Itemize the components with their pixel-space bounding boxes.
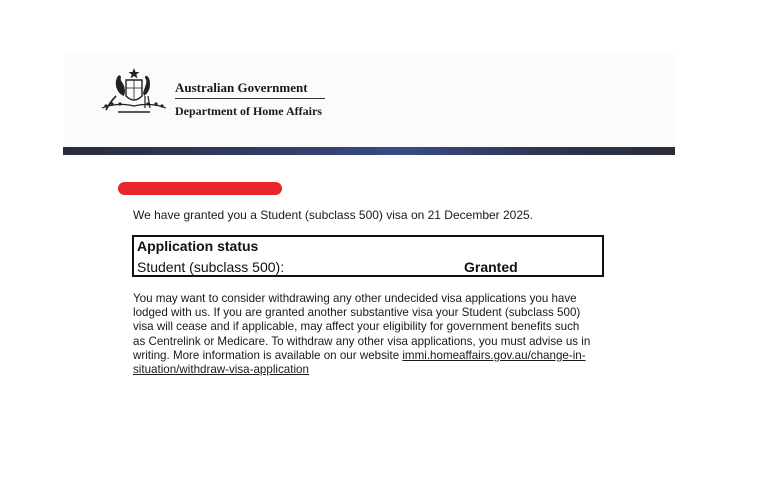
application-status-box <box>132 235 604 277</box>
status-value: Granted <box>464 259 518 275</box>
government-name: Australian Government <box>175 80 308 95</box>
withdraw-info-link[interactable]: immi.homeaffairs.gov.au/change-in-situation/withdraw-visa-application <box>133 348 586 377</box>
notice-text: You may want to consider withdrawing any other undecided visa applications you have lodged with us. If you are granted another substantive visa your Student (subclass 500) visa will cease and if applicable, may affect your eligibility for government benefits such as Centrelink or Medicare. To withdraw any other visa applications, you must advise us in writing. More information is available on our website <box>133 292 591 362</box>
department-name: Department of Home Affairs <box>175 104 322 118</box>
visa-subclass-label: Student (subclass 500): <box>137 259 285 275</box>
letterhead <box>64 54 675 148</box>
coat-of-arms-icon <box>98 66 170 118</box>
letterhead-divider <box>175 98 325 99</box>
header-band <box>63 147 675 155</box>
redacted-name-bar <box>118 182 282 195</box>
withdrawal-notice <box>133 292 593 377</box>
status-heading: Application status <box>137 238 259 254</box>
grant-sentence: We have granted you a Student (subclass 500) visa on 21 December 2025. <box>133 208 534 222</box>
